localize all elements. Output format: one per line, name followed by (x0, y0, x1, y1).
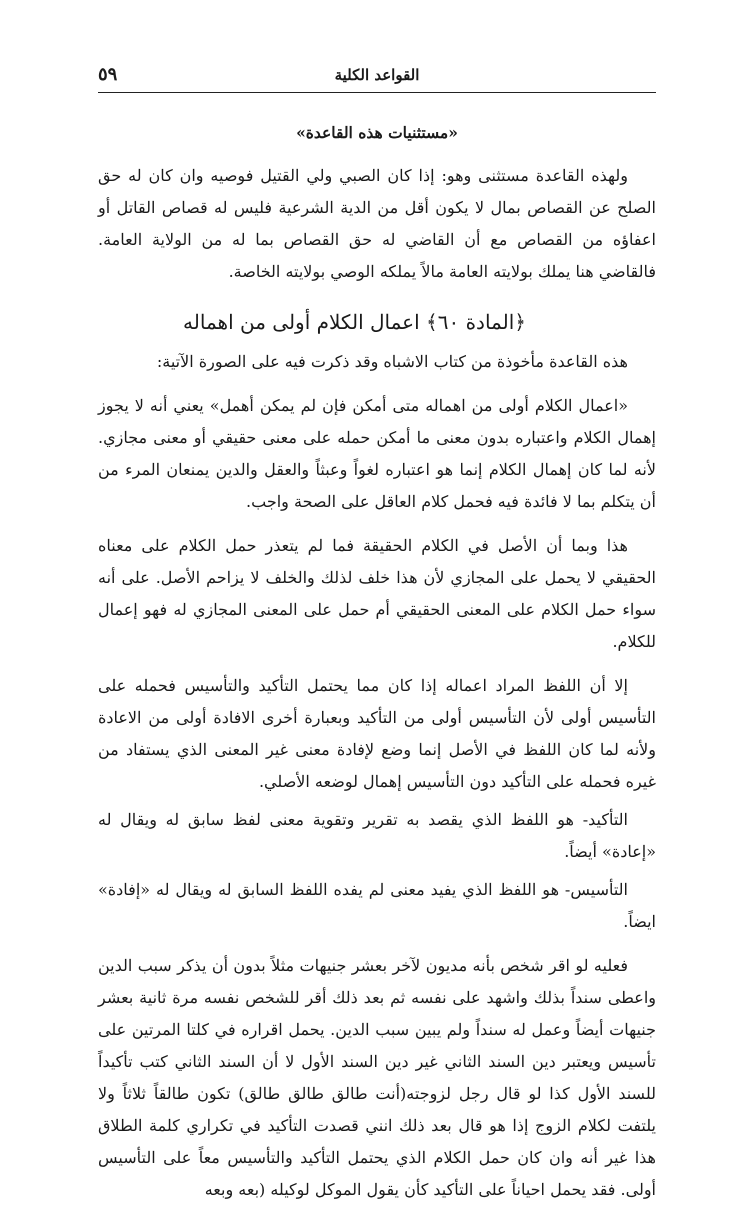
paragraph-rule-explanation: «اعمال الكلام أولى من اهماله متى أمكن فإن لم يمكن أهمل» يعني أنه لا يجوز إهمال الكلام واعتباره بدون معنى ما أمكن حمله على معنى حقيقي أو معنى مجازي. لأنه لما كان إهمال الكلام إنما هو اعتباره لغواً وعبثاً والعقل والدين يمنعان المرء من أن يتكلم بما لا فائدة فيه فحمل كلام العاقل على الصحة واجب. (98, 396, 656, 511)
paragraph-emphasis-vs-foundation: إلا أن اللفظ المراد اعماله إذا كان مما يحتمل التأكيد والتأسيس فحمله على التأسيس أولى لأن التأسيس أولى من التأكيد وبعبارة أخرى الافادة أولى من الاعادة ولأنه لما كان اللفظ في الأصل إنما وضع لإفادة معنى غير المعنى الذي يستفاد من غيره فحمله على التأكيد دون التأسيس إهمال لوضعه الأصلي. (98, 676, 656, 791)
header-divider (98, 92, 656, 93)
page-header (98, 62, 656, 90)
page-body (98, 118, 656, 1206)
definition-emphasis: التأكيد- هو اللفظ الذي يقصد به تقرير وتقوية معنى لفظ سابق له ويقال له «إعادة» أيضاً. (98, 810, 656, 861)
paragraph-intro: هذه القاعدة مأخوذة من كتاب الاشباه وقد ذكرت فيه على الصورة الآتية: (156, 352, 628, 371)
article-heading: ﴿المادة ٦٠﴾ اعمال الكلام أولى من اهماله (183, 310, 526, 334)
page-number: ٥٩ (98, 64, 118, 85)
section-heading: «مستثنيات هذه القاعدة» (296, 123, 458, 142)
definition-foundation: التأسيس- هو اللفظ الذي يفيد معنى لم يفده اللفظ السابق له ويقال له «إفادة» ايضاً. (98, 880, 656, 931)
paragraph-example: فعليه لو اقر شخص بأنه مديون لآخر بعشر جنيهات مثلاً بدون أن يذكر سبب الدين واعطى سنداً بذلك واشهد على نفسه ثم بعد ذلك أقر للشخص نفسه مرة ثانية بعشر جنيهات أيضاً وعمل له سنداً ولم يبين سبب الدين. يحمل اقراره في كلتا المرتين على تأسيس ويعتبر دين السند الثاني غير دين السند الأول لا أن السند الثاني كتب تأكيداً للسند الأول كذا لو قال رجل لزوجته(أنت طالق طالق طالق) تكون طالقاً ثلاثاً ولا يلتفت لكلام الزوج إذا هو قال بعد ذلك انني قصدت التأكيد في تكراري كلمة الطلاق هذا غير أنه وان كان حمل الكلام الذي يحتمل التأكيد والتأسيس معاً على التأسيس أولى. فقد يحمل احياناً على التأكيد كأن يقول الموكل لوكيله (بعه وبعه (98, 956, 657, 1199)
running-title: القواعد الكلية (334, 66, 420, 84)
paragraph-exception: ولهذه القاعدة مستثنى وهو: إذا كان الصبي ولي القتيل فوصيه وان كان له حق الصلح عن القصاص بمال لا يكون أقل من الدية الشرعية فليس له قصاص القاتل أو اعفاؤه من القصاص مع أن القاضي له حق القصاص بما له من الولاية العامة. فالقاضي هنا يملك بولايته العامة مالاً يملكه الوصي بولايته الخاصة. (98, 166, 656, 281)
paragraph-literal-meaning: هذا وبما أن الأصل في الكلام الحقيقة فما لم يتعذر حمل الكلام على معناه الحقيقي لا يحمل على المجازي لأن هذا خلف لذلك والخلف لا يزاحم الأصل. على أنه سواء حمل الكلام على المعنى الحقيقي أم حمل على المعنى المجازي له فهو إعمال للكلام. (98, 536, 656, 651)
